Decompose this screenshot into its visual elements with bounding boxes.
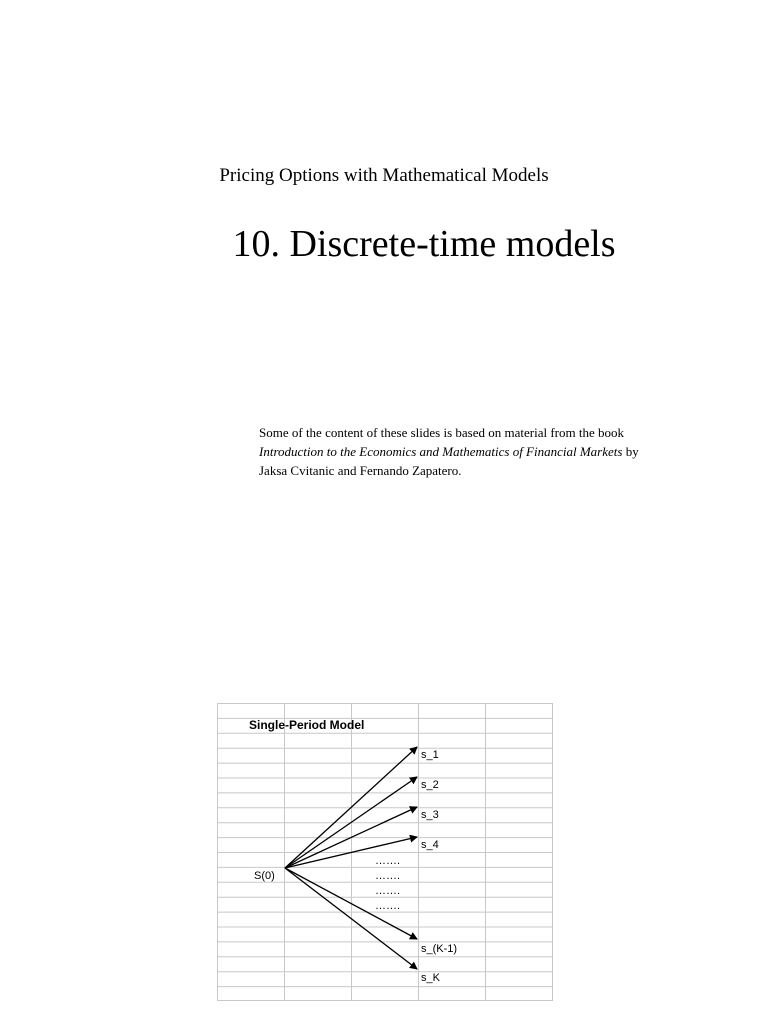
- ellipsis: …….: [375, 885, 401, 897]
- outcome-label: s_K: [421, 972, 440, 984]
- outcome-label: s_(K-1): [421, 943, 458, 955]
- figure-grid-and-arrows: [217, 703, 553, 1001]
- outcome-label: s_3: [421, 809, 439, 821]
- lecture-title: 10. Discrete-time models: [232, 223, 616, 265]
- credit-suffix: by Jaksa Cvitanic and Fernando Zapatero.: [259, 444, 639, 478]
- figure-title: Single-Period Model: [249, 718, 365, 732]
- outcome-label: s_1: [421, 749, 439, 761]
- credit-note: [259, 423, 659, 480]
- ellipsis: …….: [375, 870, 401, 882]
- ellipsis: …….: [375, 900, 401, 912]
- credit-prefix: Some of the content of these slides is based on material from the book: [259, 425, 624, 440]
- outcome-label: s_2: [421, 779, 439, 791]
- spreadsheet-grid: [217, 703, 553, 1001]
- course-title: Pricing Options with Mathematical Models: [219, 165, 549, 186]
- root-label: S(0): [254, 870, 275, 882]
- single-period-model-figure: [217, 703, 553, 1001]
- outcome-label: s_4: [421, 839, 439, 851]
- ellipsis: …….: [375, 855, 401, 867]
- credit-book-title: Introduction to the Economics and Mathematics of Financial Markets: [259, 444, 623, 459]
